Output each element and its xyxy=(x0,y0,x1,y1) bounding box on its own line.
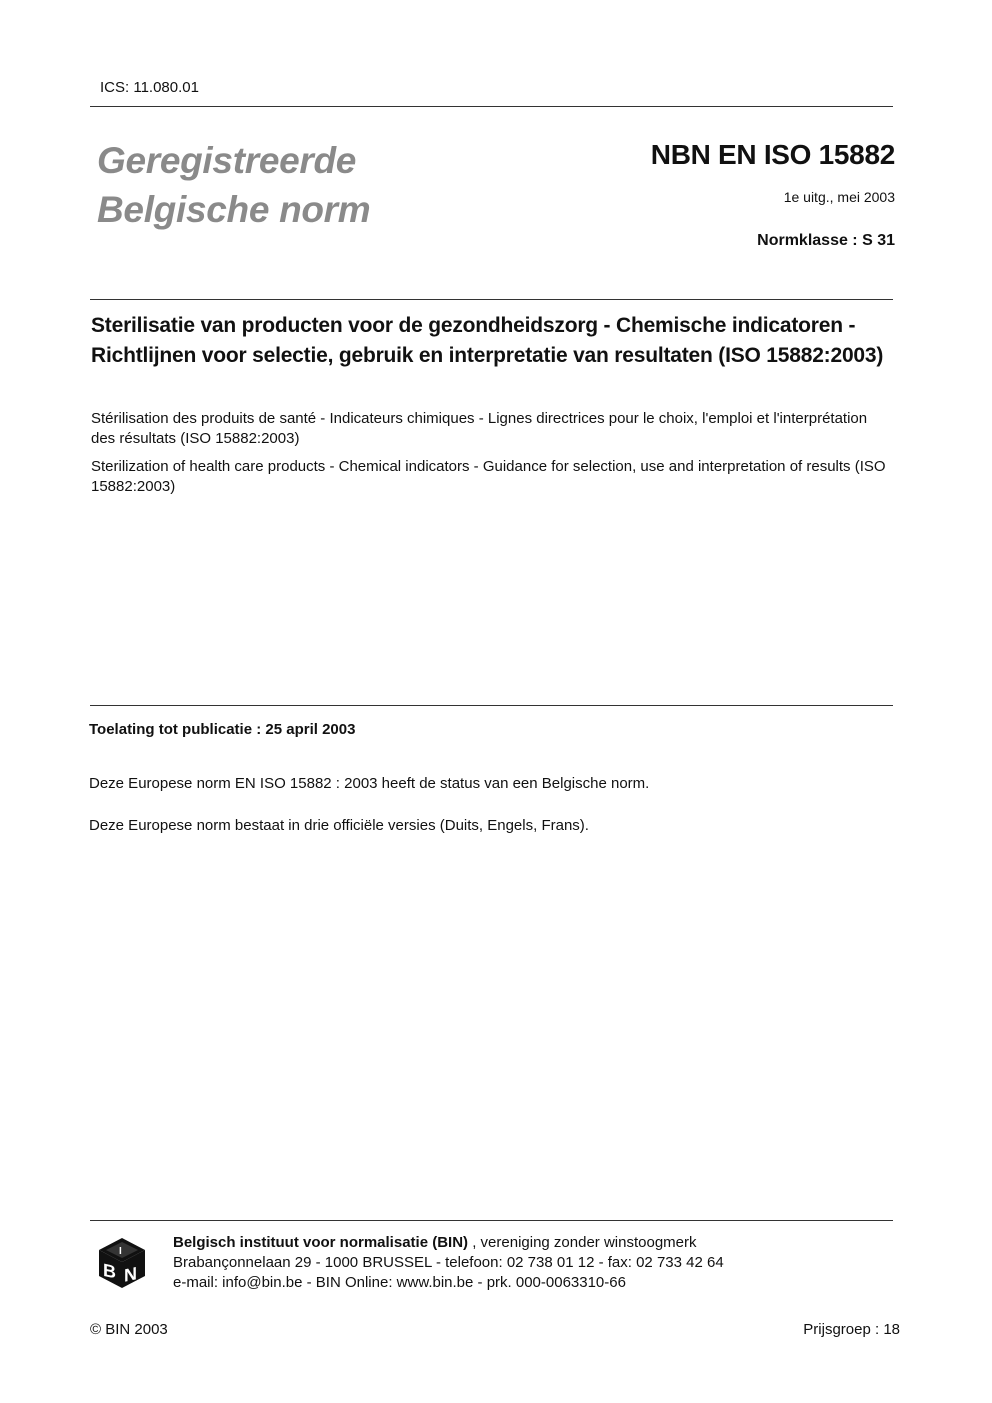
title-french: Stérilisation des produits de santé - Indicateurs chimiques - Lignes directrices pour le choix, l'emploi et l'interprétation des résultats (ISO 15882:2003) xyxy=(91,410,868,447)
title-english: Sterilization of health care products - Chemical indicators - Guidance for selection, use and interpretation of results (ISO 15882:2003) xyxy=(91,458,886,495)
svg-text:B: B xyxy=(103,1259,116,1283)
institute-info xyxy=(173,1233,724,1293)
institute-address: Brabançonnelaan 29 - 1000 BRUSSEL - telefoon: 02 738 01 12 - fax: 02 733 42 64 xyxy=(173,1254,724,1271)
approval-date: Toelating tot publicatie : 25 april 2003 xyxy=(89,721,356,738)
price-group: Prijsgroep : 18 xyxy=(803,1321,900,1338)
registered-norm-line-1: Geregistreerde xyxy=(97,140,357,181)
bin-logo-icon xyxy=(95,1236,149,1290)
edition-info: 1e uitg., mei 2003 xyxy=(783,189,895,205)
svg-text:N: N xyxy=(124,1263,137,1286)
title-dutch: Sterilisatie van producten voor de gezondheidszorg - Chemische indicatoren - Richtlijnen voor selectie, gebruik en interpretatie van resultaten (ISO 15882:2003) xyxy=(91,314,884,367)
norm-class: Normklasse : S 31 xyxy=(757,232,895,249)
institute-name-line xyxy=(173,1233,724,1253)
registered-norm-heading xyxy=(97,136,370,234)
divider-body xyxy=(90,705,893,706)
institute-contact: e-mail: info@bin.be - BIN Online: www.bin.be - prk. 000-0063310-66 xyxy=(173,1274,626,1291)
svg-text:I: I xyxy=(119,1246,122,1257)
institute-name: Belgisch instituut voor normalisatie (BIN) xyxy=(173,1234,469,1251)
ics-code: ICS: 11.080.01 xyxy=(100,79,199,96)
divider-footer xyxy=(90,1220,893,1221)
divider-top xyxy=(90,106,893,107)
status-paragraph: Deze Europese norm EN ISO 15882 : 2003 heeft de status van een Belgische norm. xyxy=(89,775,650,792)
registered-norm-line-2: Belgische norm xyxy=(97,189,371,230)
institute-suffix: , vereniging zonder winstoogmerk xyxy=(468,1234,697,1251)
versions-paragraph: Deze Europese norm bestaat in drie officiële versies (Duits, Engels, Frans). xyxy=(89,817,589,834)
copyright: © BIN 2003 xyxy=(90,1321,168,1338)
standard-number: NBN EN ISO 15882 xyxy=(650,139,895,170)
divider-title xyxy=(90,299,893,300)
